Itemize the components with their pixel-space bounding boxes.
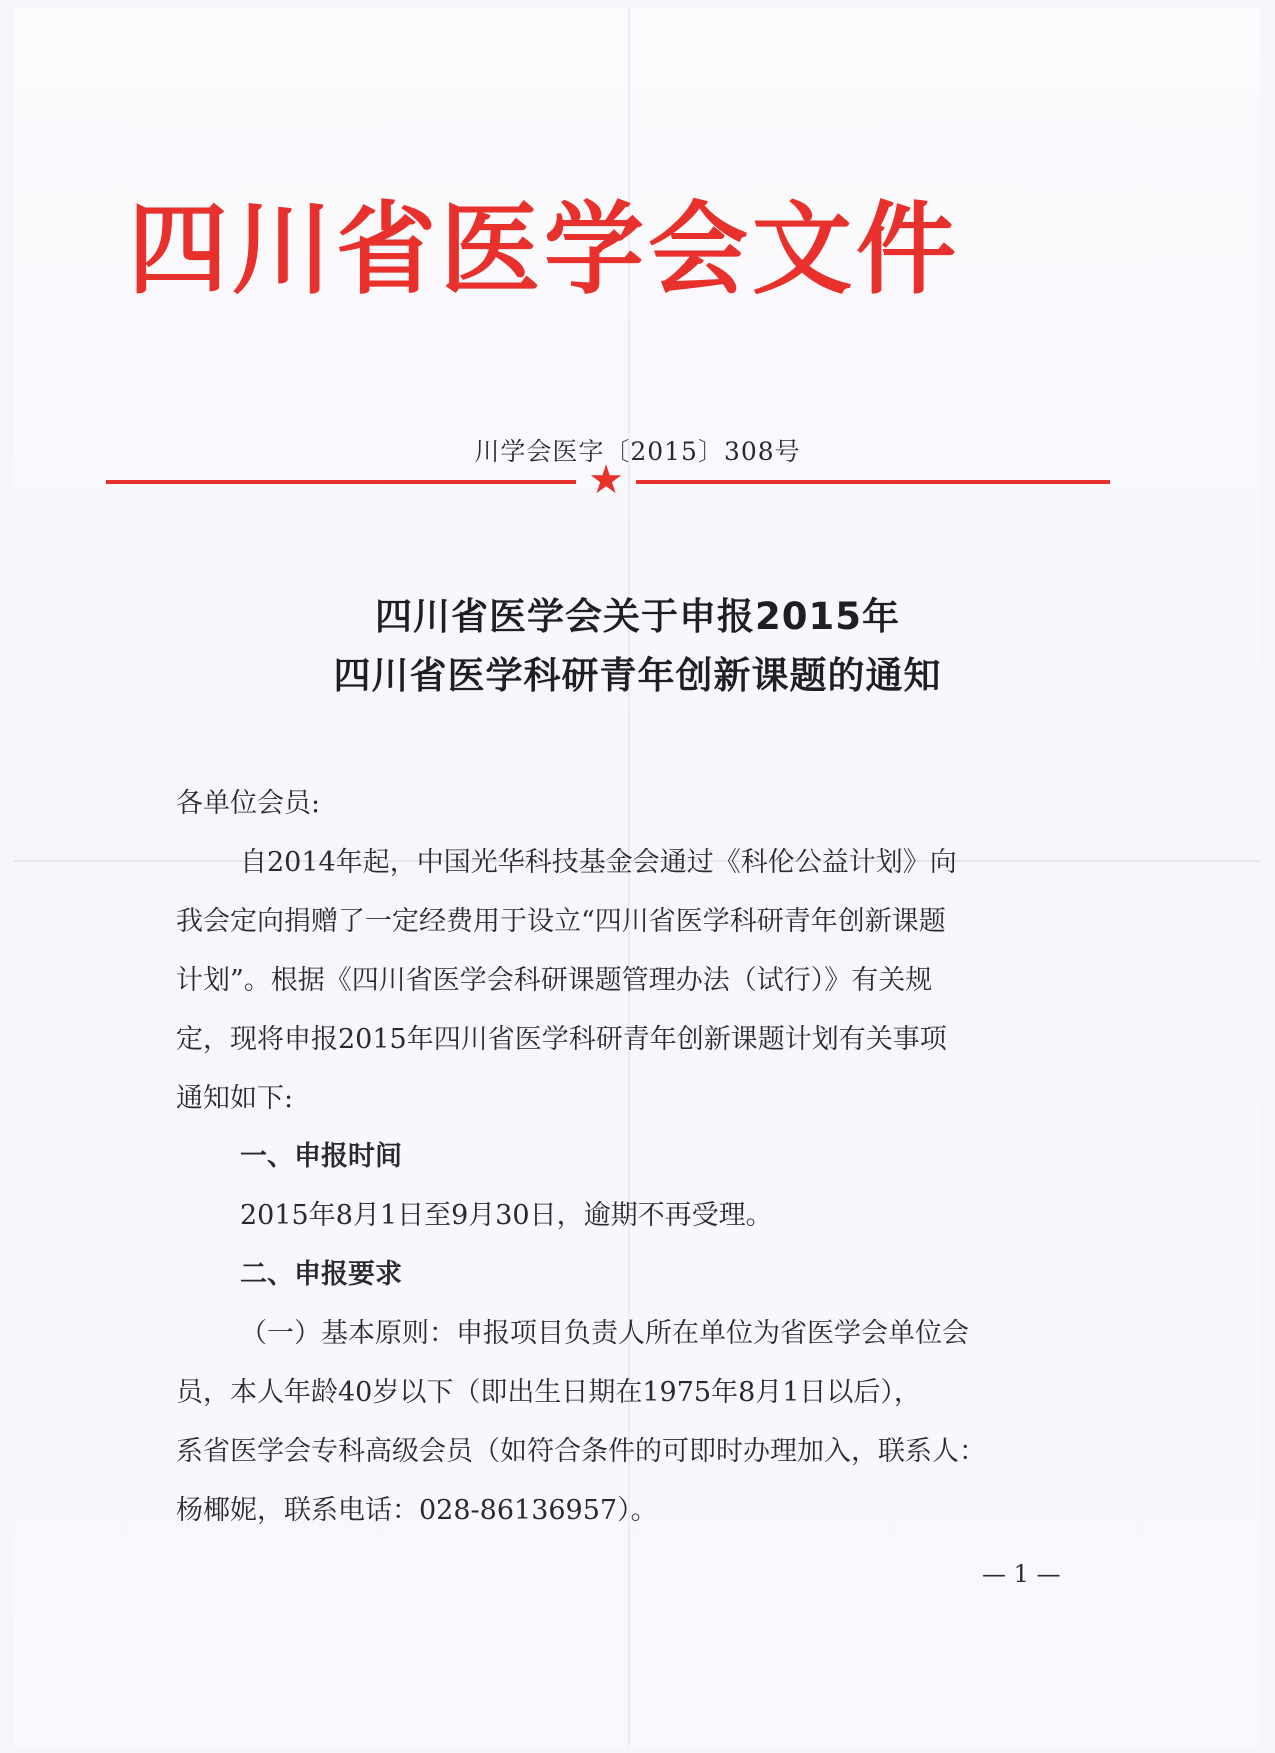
salutation: 各单位会员: — [176, 788, 321, 819]
star-icon: ★ — [588, 457, 624, 503]
intro-line: 我会定向捐赠了一定经费用于设立“四川省医学科研青年创新课题 — [176, 906, 946, 937]
document-masthead: 四川省医学会文件 — [128, 191, 960, 308]
section-time-text: 2015年8月1日至9月30日，逾期不再受理。 — [240, 1200, 773, 1231]
intro-line: 计划”。根据《四川省医学会科研课题管理办法（试行）》有关规 — [176, 965, 933, 996]
red-divider-right — [636, 480, 1110, 484]
requirements-line: （一）基本原则：申报项目负责人所在单位为省医学会单位会 — [240, 1318, 969, 1349]
intro-line: 定，现将申报2015年四川省医学科研青年创新课题计划有关事项 — [176, 1024, 947, 1055]
red-divider-left — [106, 480, 576, 484]
document-number: 川学会医字〔2015〕308号 — [474, 437, 801, 466]
page-number: — 1 — — [982, 1560, 1061, 1588]
requirements-line: 员，本人年龄40岁以下（即出生日期在1975年8月1日以后）， — [176, 1377, 921, 1408]
notice-title-line-1: 四川省医学会关于申报2015年 — [375, 595, 900, 638]
section-heading-time: 一、申报时间 — [240, 1141, 402, 1172]
section-heading-requirements: 二、申报要求 — [240, 1259, 402, 1290]
notice-title-line-2: 四川省医学科研青年创新课题的通知 — [333, 654, 942, 697]
requirements-line: 系省医学会专科高级会员（如符合条件的可即时办理加入，联系人： — [176, 1436, 986, 1467]
requirements-line: 杨椰妮，联系电话：028-86136957）。 — [176, 1495, 658, 1526]
intro-line: 自2014年起，中国光华科技基金会通过《科伦公益计划》向 — [240, 847, 957, 878]
intro-line: 通知如下: — [176, 1083, 294, 1114]
